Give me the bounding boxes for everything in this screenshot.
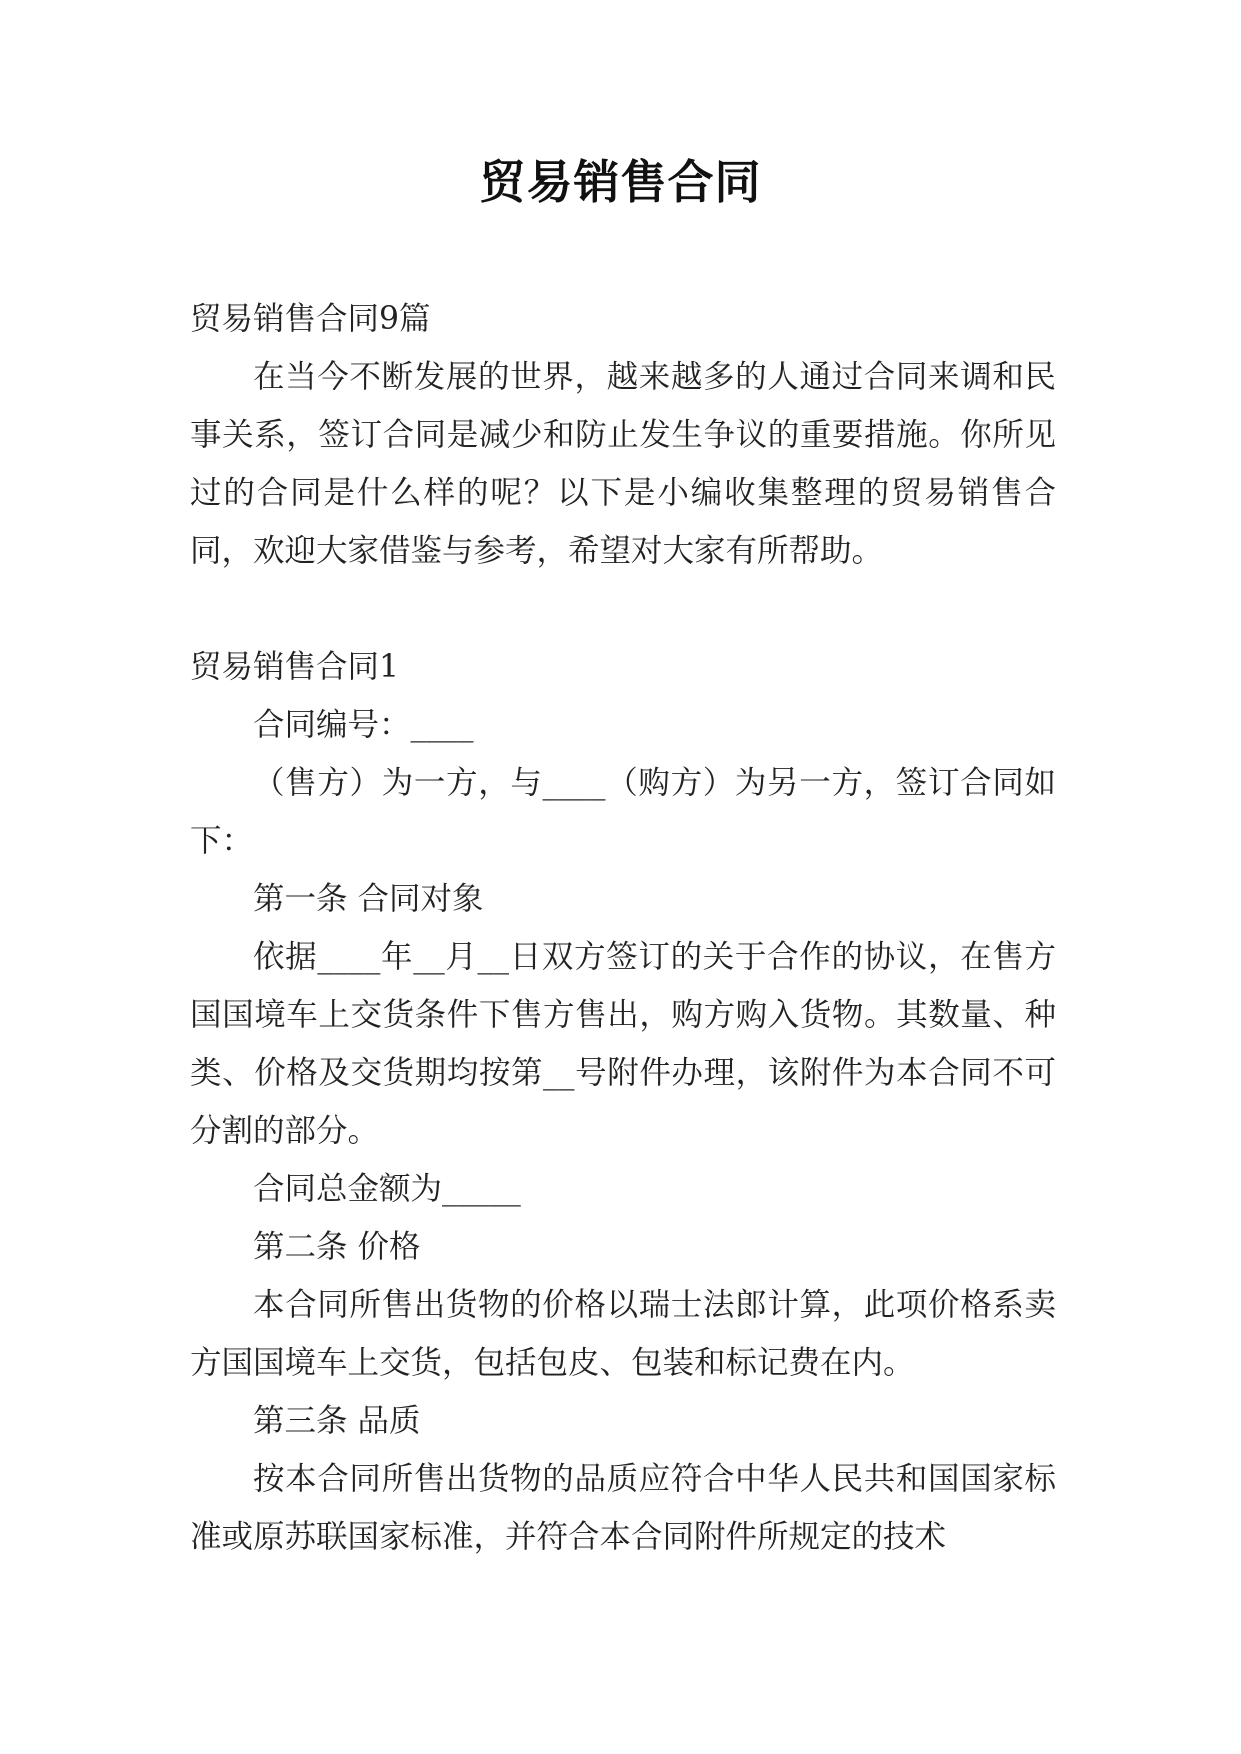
article-3-body: 按本合同所售出货物的品质应符合中华人民共和国国家标准或原苏联国家标准，并符合本合同附件所规定的技术 (190, 1461, 1056, 1555)
document-title: 贸易销售合同 (479, 155, 762, 209)
section-heading: 贸易销售合同1 (190, 649, 400, 685)
contract-number: 合同编号：____ (253, 707, 474, 743)
intro-paragraph: 在当今不断发展的世界，越来越多的人通过合同来调和民事关系，签订合同是减少和防止发生争议的重要措施。你所见过的合同是什么样的呢？以下是小编收集整理的贸易销售合同，欢迎大家借鉴与参考，希望对大家有所帮助。 (190, 359, 1056, 569)
document-body (190, 290, 1056, 1566)
article-2-title: 第二条 价格 (253, 1229, 421, 1265)
article-1-body: 依据____年__月__日双方签订的关于合作的协议，在售方国国境车上交货条件下售方售出，购方购入货物。其数量、种类、价格及交货期均按第__号附件办理，该附件为本合同不可分割的部分。 (190, 939, 1056, 1149)
section-spacer (190, 580, 1056, 638)
article-2-body: 本合同所售出货物的价格以瑞士法郎计算，此项价格系卖方国国境车上交货，包括包皮、包装和标记费在内。 (190, 1287, 1056, 1381)
intro-heading: 贸易销售合同9篇 (190, 301, 431, 337)
article-3-title: 第三条 品质 (253, 1403, 421, 1439)
total-amount: 合同总金额为_____ (253, 1171, 521, 1207)
article-1-title: 第一条 合同对象 (253, 881, 484, 917)
parties-clause: （售方）为一方，与____（购方）为另一方，签订合同如下： (190, 765, 1056, 859)
